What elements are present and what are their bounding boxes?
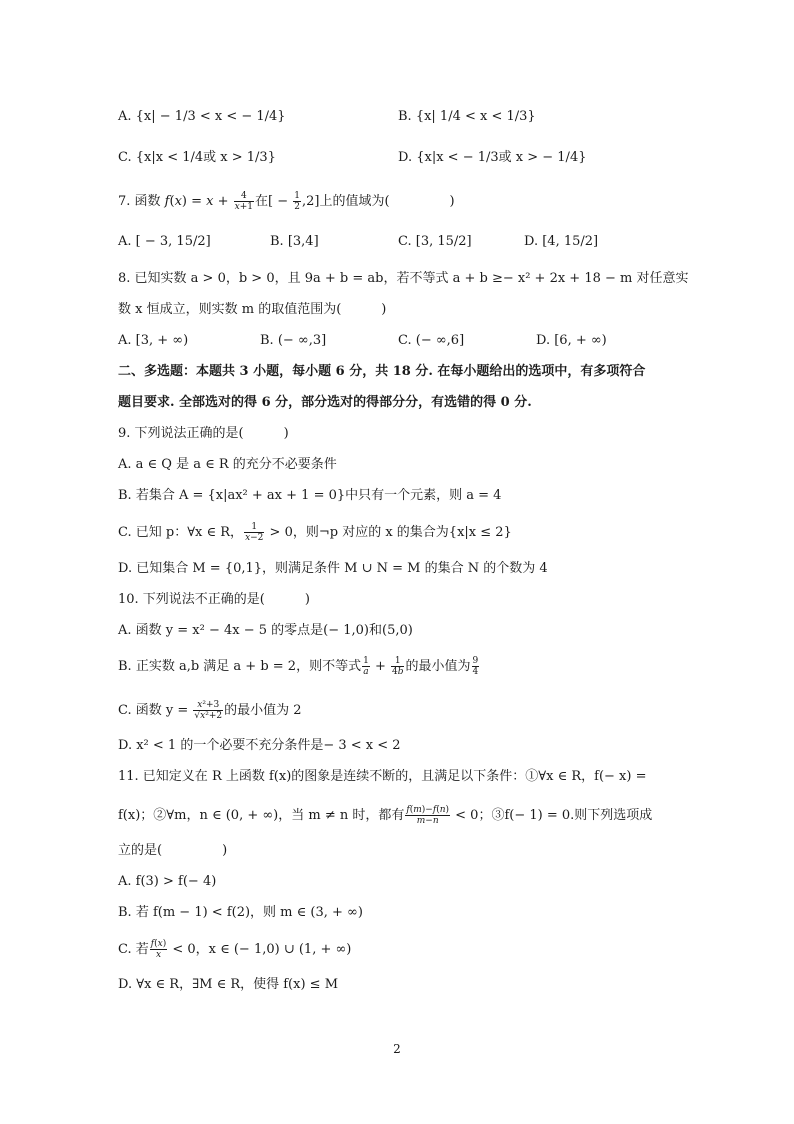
- q7-option-b: B. [3,4]: [270, 234, 319, 249]
- q7-option-d: D. [4, 15/2]: [524, 234, 599, 249]
- q11-option-b: B. 若 f(m − 1) < f(2)，则 m ∈ (3, + ∞): [118, 905, 363, 920]
- q10-stem: 10. 下列说法不正确的是( ): [118, 592, 310, 607]
- q11-stem-line2: f(x)；②∀m，n ∈ (0, + ∞)，当 m ≠ n 时，都有 $\frac{f(m)-f(n)}{m-n}$ < 0；③f(− 1) = 0.则下列选项成: [118, 805, 653, 826]
- q9-option-c: C. 已知 p：∀x ∈ R， $\frac{1}{x-2}$ > 0，则¬p 对应的 x 的集合为{x|x ≤ 2}: [118, 522, 512, 543]
- q9-option-d: D. 已知集合 M = {0,1}，则满足条件 M ∪ N = M 的集合 N 的个数为 4: [118, 561, 548, 576]
- q10-option-b: B. 正实数 a,b 满足 a + b = 2，则不等式 $\frac{1}{a}$ + $\frac{1}{4b}$ 的最小值为 $\frac{9}{4}$: [118, 656, 479, 677]
- q9-option-b: B. 若集合 A = {x|ax² + ax + 1 = 0}中只有一个元素，则 a = 4: [118, 488, 502, 503]
- section2-heading-line2: 题目要求. 全部选对的得 6 分，部分选对的得部分分，有选错的得 0 分.: [118, 395, 532, 410]
- q8-option-d: D. [6, + ∞): [536, 333, 607, 348]
- q11-option-a: A. f(3) > f(− 4): [118, 874, 217, 889]
- q9-stem: 9. 下列说法正确的是( ): [118, 426, 289, 441]
- q11-option-d: D. ∀x ∈ R，∃M ∈ R，使得 f(x) ≤ M: [118, 977, 339, 992]
- q10-option-c: C. 函数 y = $\frac{\text{x²+3}}{\text{√x²+2}}$ 的最小值为 2: [118, 700, 302, 721]
- q8-option-b: B. (− ∞,3]: [260, 333, 327, 348]
- q6-option-c: C. {x|x < 1/4或 x > 1/3}: [118, 150, 276, 165]
- q8-stem-line1: 8. 已知实数 a > 0，b > 0，且 9a + b = ab，若不等式 a + b ≥− x² + 2x + 18 − m 对任意实: [118, 271, 689, 286]
- q7-option-a: A. [ − 3, 15/2]: [118, 234, 211, 249]
- q8-option-a: A. [3, + ∞): [118, 333, 189, 348]
- q11-option-c: C. 若 $\frac{f(x)}{x}$ < 0，x ∈ (− 1,0) ∪ (1, + ∞): [118, 939, 352, 960]
- q11-stem-line3: 立的是( ): [118, 843, 228, 858]
- q6-option-a: A. {x| − 1/3 < x < − 1/4}: [118, 109, 286, 124]
- page-number: 2: [393, 1042, 401, 1056]
- q10-option-a: A. 函数 y = x² − 4x − 5 的零点是(− 1,0)和(5,0): [118, 623, 413, 638]
- section2-heading-line1: 二、多选题：本题共 3 小题，每小题 6 分，共 18 分. 在每小题给出的选项中，有多项符合: [118, 364, 646, 379]
- q7-stem: 7. 函数 f(x) = x + $\frac{4}{x+1}$ 在[ − $\frac{1}{2}$ ,2]上的值域为( ): [118, 191, 455, 212]
- q10-option-d: D. x² < 1 的一个必要不充分条件是− 3 < x < 2: [118, 738, 401, 753]
- q7-option-c: C. [3, 15/2]: [398, 234, 472, 249]
- q11-stem-line1: 11. 已知定义在 R 上函数 f(x)的图象是连续不断的，且满足以下条件：①∀x ∈ R，f(− x) =: [118, 769, 647, 784]
- q8-stem-line2: 数 x 恒成立，则实数 m 的取值范围为( ): [118, 302, 387, 317]
- q9-option-a: A. a ∈ Q 是 a ∈ R 的充分不必要条件: [118, 457, 337, 472]
- q8-option-c: C. (− ∞,6]: [398, 333, 465, 348]
- q6-option-b: B. {x| 1/4 < x < 1/3}: [398, 109, 536, 124]
- q6-option-d: D. {x|x < − 1/3或 x > − 1/4}: [398, 150, 587, 165]
